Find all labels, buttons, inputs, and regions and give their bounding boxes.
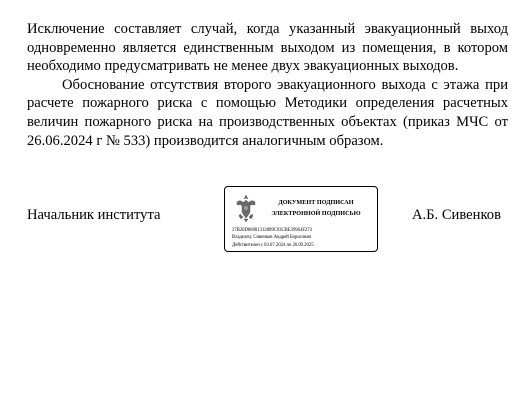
stamp-title-line-2: ЭЛЕКТРОННОЙ ПОДПИСЬЮ [271, 210, 361, 217]
electronic-signature-stamp [224, 186, 378, 252]
paragraph-exception: Исключение составляет случай, когда указанный эвакуационный выход одновременно является единственным выходом из помещения, в котором необходимо предусматривать не менее двух эвакуационных выходов. [27, 21, 508, 75]
stamp-details [232, 227, 314, 249]
signer-name: А.Б. Сивенков [411, 207, 501, 223]
paragraph-justification: Обоснование отсутствия второго эвакуационного выхода с этажа при расчете пожарного риска с помощью Методики определения расчетных величин пожарного риска на производственных объектах (приказ МЧС от 26.06.2024 г № 533) производится аналогичным образом. [27, 76, 508, 149]
stamp-title [259, 197, 373, 219]
signer-role: Начальник института [27, 207, 161, 223]
mchs-emblem-icon [234, 193, 258, 223]
stamp-validity: Действителен с 03.07.2024 по 26.09.2025 [232, 242, 314, 248]
stamp-owner: Владелец: Сивенков Андрей Борисович [232, 235, 312, 241]
document-body [27, 20, 508, 150]
stamp-title-line-1: ДОКУМЕНТ ПОДПИСАН [278, 199, 354, 206]
stamp-certificate: 37B20D88081312809C93CBE39964F273 [232, 228, 312, 233]
